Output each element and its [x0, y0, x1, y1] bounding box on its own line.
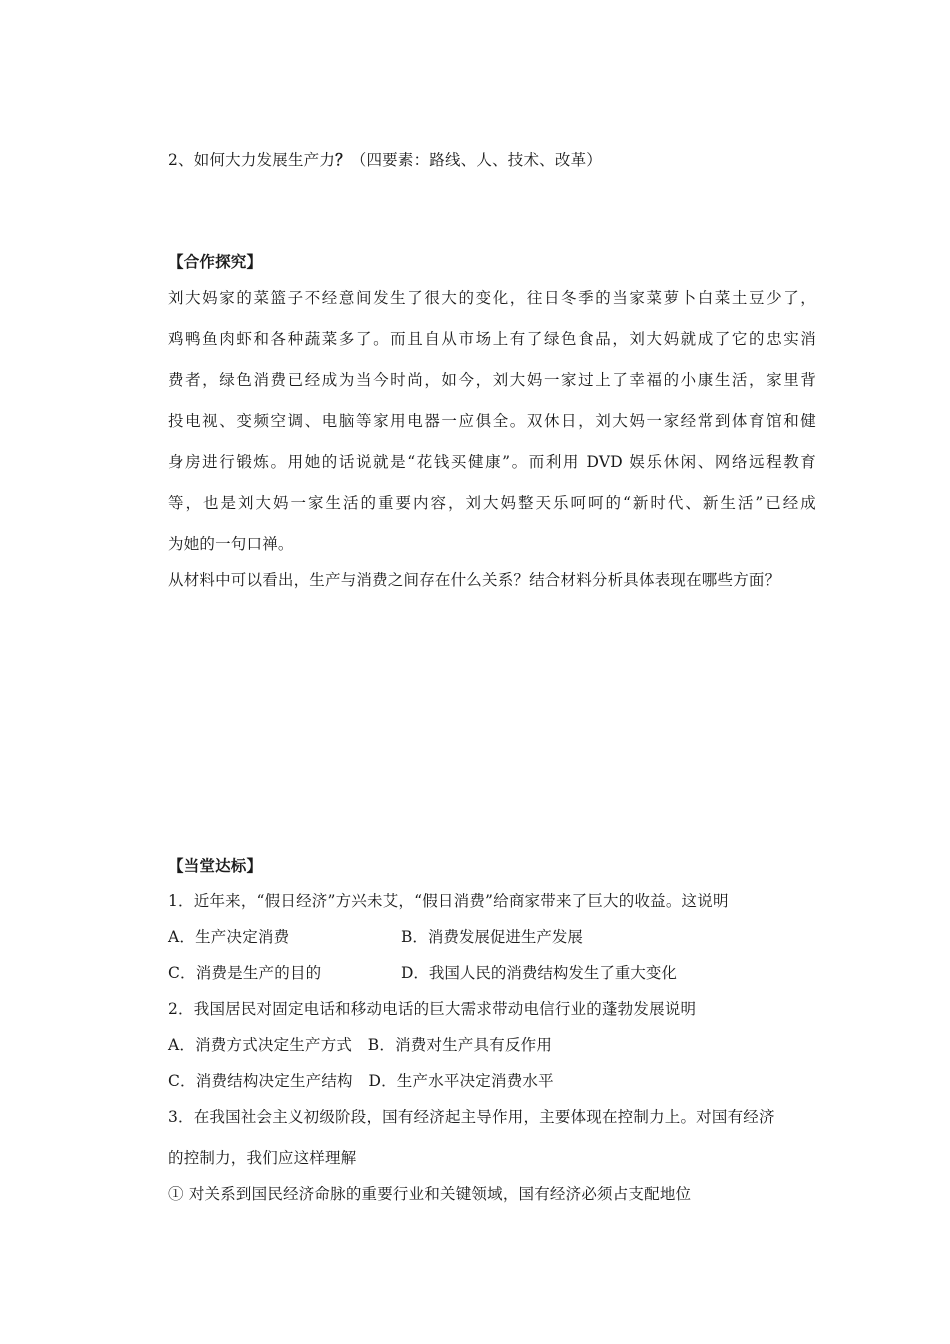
paragraph-line: 刘大妈家的菜篮子不经意间发生了很大的变化，往日冬季的当家菜萝卜白菜土豆少了，: [168, 289, 816, 307]
cooperative-heading: 【合作探究】: [168, 253, 263, 271]
practice-heading: 【当堂达标】: [168, 857, 263, 875]
q2-stem: 2．我国居民对固定电话和移动电话的巨大需求带动电信行业的蓬勃发展说明: [168, 1000, 697, 1018]
question-2-mark: ？: [335, 150, 351, 169]
q1-option-c: C．消费是生产的目的: [168, 964, 322, 982]
q2-options-cd: C．消费结构决定生产结构 D．生产水平决定消费水平: [168, 1072, 554, 1090]
paragraph-line: 为她的一句口禅。: [168, 535, 294, 553]
paragraph-line: 鸡鸭鱼肉虾和各种蔬菜多了。而且自从市场上有了绿色食品，刘大妈就成了它的忠实消: [168, 330, 816, 348]
cooperative-question: 从材料中可以看出，生产与消费之间存在什么关系？结合材料分析具体表现在哪些方面？: [168, 571, 781, 589]
paragraph-line: 投电视、变频空调、电脑等家用电器一应俱全。双休日，刘大妈一家经常到体育馆和健: [168, 412, 816, 430]
q1-option-d: D．我国人民的消费结构发生了重大变化: [401, 964, 677, 982]
q2-options-ab: A．消费方式决定生产方式 B．消费对生产具有反作用: [168, 1036, 553, 1054]
q3-stem-line2: 的控制力，我们应这样理解: [168, 1149, 357, 1167]
paragraph-line: 等，也是刘大妈一家生活的重要内容，刘大妈整天乐呵呵的“新时代、新生活”已经成: [168, 494, 816, 512]
q1-stem: 1．近年来，“假日经济”方兴未艾，“假日消费”给商家带来了巨大的收益。这说明: [168, 892, 729, 910]
q3-stem-line1: 3．在我国社会主义初级阶段，国有经济起主导作用，主要体现在控制力上。对国有经济: [168, 1108, 775, 1126]
paragraph-line: 费者，绿色消费已经成为当今时尚，如今，刘大妈一家过上了幸福的小康生活，家里背: [168, 371, 816, 389]
paragraph-line: 身房进行锻炼。用她的话说就是“花钱买健康”。而利用 DVD 娱乐休闲、网络远程教育: [168, 453, 816, 471]
q3-item-1: ① 对关系到国民经济命脉的重要行业和关键领域，国有经济必须占支配地位: [168, 1185, 692, 1203]
question-2-hint: （四要素：路线、人、技术、改革）: [350, 151, 602, 169]
q1-option-a: A．生产决定消费: [168, 928, 290, 946]
question-2: [168, 150, 602, 170]
q1-option-b: B．消费发展促进生产发展: [401, 928, 583, 946]
question-2-text: 2、如何大力发展生产力: [168, 151, 336, 169]
